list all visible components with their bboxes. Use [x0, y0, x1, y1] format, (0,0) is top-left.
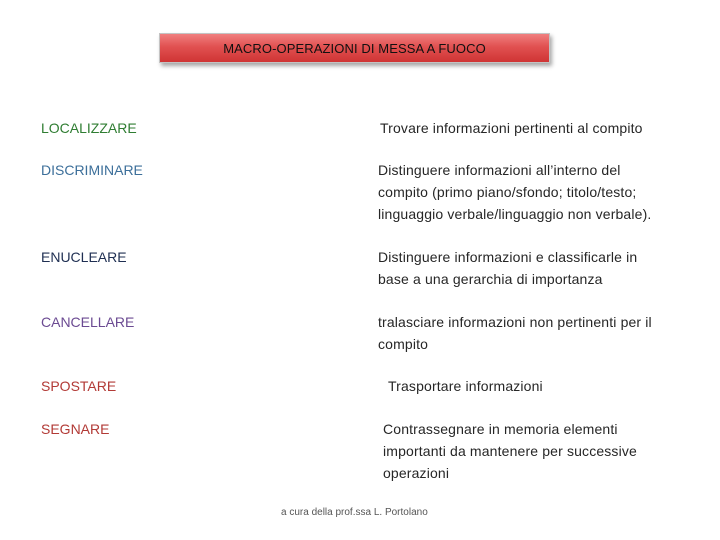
description-segnare: Contrassegnare in memoria elementi importanti da mantenere per successive operazioni	[383, 421, 637, 481]
title-banner	[159, 33, 550, 63]
footer-credit: a cura della prof.ssa L. Portolano	[281, 507, 428, 518]
description-discriminare: Distinguere informazioni all’interno del compito (primo piano/sfondo; titolo/testo; linguaggio verbale/linguaggio non verbale).	[378, 162, 652, 222]
description-localizzare: Trovare informazioni pertinenti al compito	[380, 120, 643, 136]
description-spostare: Trasportare informazioni	[388, 378, 543, 394]
term-cancellare: CANCELLARE	[41, 314, 135, 330]
term-enucleare: ENUCLEARE	[41, 249, 127, 265]
description-enucleare: Distinguere informazioni e classificarle in base a una gerarchia di importanza	[378, 249, 638, 287]
page-title: MACRO-OPERAZIONI DI MESSA A FUOCO	[223, 40, 486, 56]
term-segnare: SEGNARE	[41, 421, 110, 437]
term-spostare: SPOSTARE	[41, 378, 117, 394]
term-localizzare: LOCALIZZARE	[41, 120, 137, 136]
term-discriminare: DISCRIMINARE	[41, 162, 143, 178]
description-cancellare: tralasciare informazioni non pertinenti per il compito	[378, 314, 652, 352]
